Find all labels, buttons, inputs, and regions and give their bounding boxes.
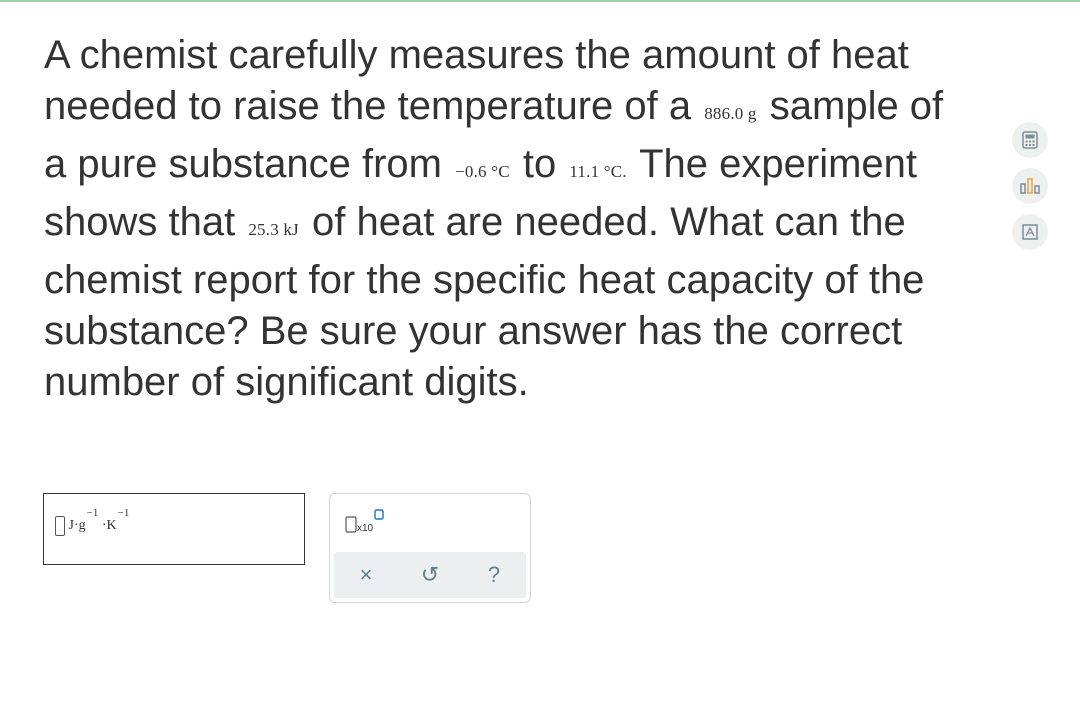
calculator-icon [1022, 131, 1038, 149]
bar-chart-icon [1020, 178, 1040, 194]
top-accent-rule [0, 0, 1080, 2]
number-placeholder[interactable] [55, 516, 65, 536]
question-text [44, 30, 974, 408]
question-part: The experiment shows that [44, 142, 918, 244]
keypad-actions [334, 552, 526, 598]
unit-exponent: −1 [86, 507, 99, 520]
help-icon: ? [487, 562, 501, 587]
unit-k: ·K [101, 518, 117, 533]
question-part: sample of a pure substance from [44, 84, 944, 186]
x10-label: x10 [357, 523, 374, 534]
undo-icon: ↺ [420, 562, 440, 587]
close-icon: × [359, 562, 373, 587]
clear-button[interactable] [349, 558, 383, 592]
end-temperature-value: 11.1 °C. [569, 162, 627, 181]
answer-input-box[interactable] [43, 493, 305, 565]
side-toolbar [1012, 122, 1052, 260]
periodic-table-button[interactable] [1012, 214, 1048, 250]
periodic-table-icon [1022, 224, 1038, 240]
heat-value: 25.3 kJ [248, 220, 299, 239]
calculator-button[interactable] [1012, 122, 1048, 158]
answer-keypad [329, 493, 531, 603]
answer-field[interactable] [55, 507, 130, 538]
unit-exponent: −1 [117, 507, 130, 520]
undo-button[interactable] [413, 558, 447, 592]
mass-value: 886.0 g [704, 104, 757, 123]
question-part: to [522, 142, 557, 186]
help-button[interactable] [477, 558, 511, 592]
scientific-notation-button[interactable] [344, 508, 394, 536]
start-temperature-value: −0.6 °C [455, 162, 510, 181]
question-part: of heat are needed. What can the chemist report for the specific heat capacity of the substance? Be sure your answer has the correct number of significant digits. [44, 200, 925, 404]
x10-power-icon [344, 508, 394, 536]
data-chart-button[interactable] [1012, 168, 1048, 204]
question-part: A chemist carefully measures the amount of heat needed to raise the temperature of a [44, 33, 909, 128]
unit-j-per-g: J·g [68, 518, 86, 533]
